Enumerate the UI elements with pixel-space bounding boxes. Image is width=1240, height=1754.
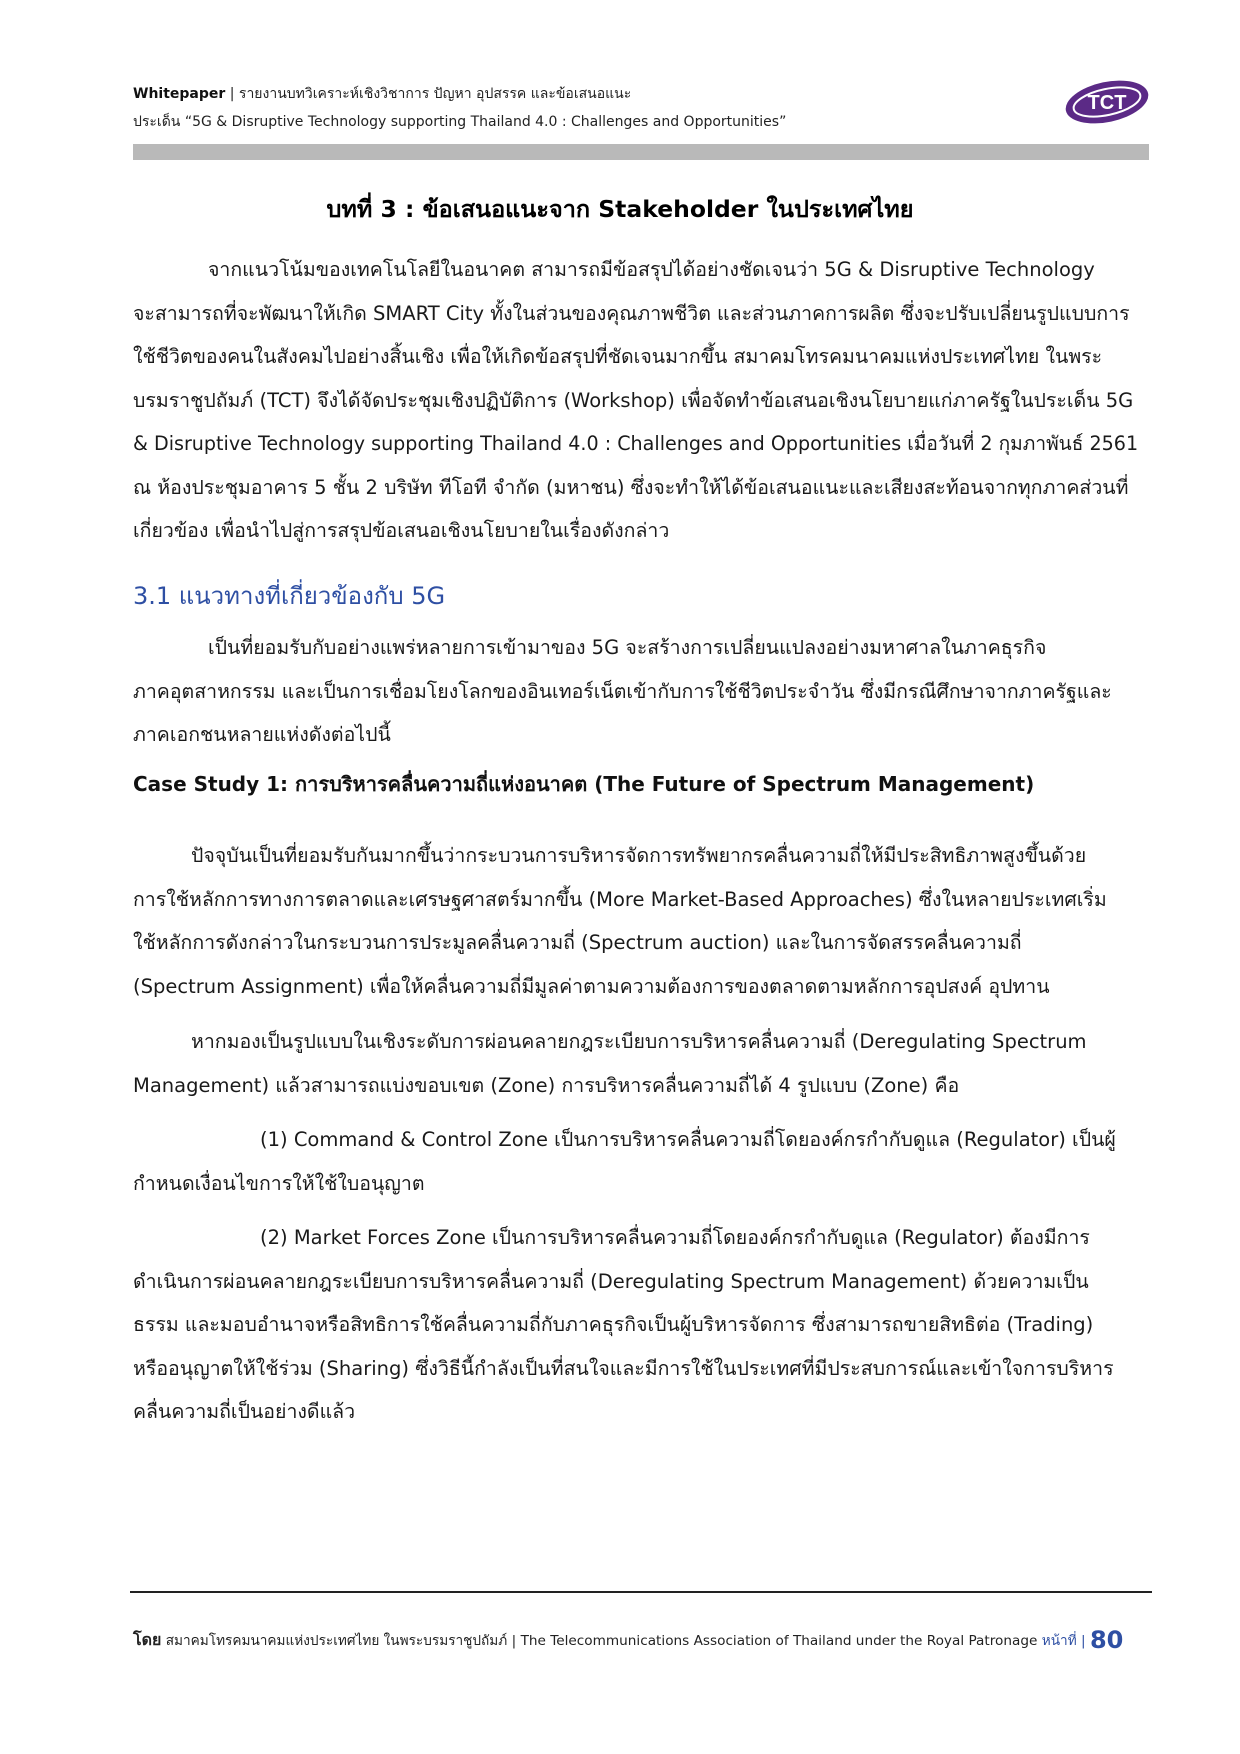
header-line-1	[133, 80, 1133, 108]
text-line: เกี่ยวข้อง เพื่อนำไปสู่การสรุปข้อเสนอเชิงนโยบายในเรื่องดังกล่าว	[133, 519, 670, 542]
text-line: เป็นที่ยอมรับกับอย่างแพร่หลายการเข้ามาของ 5G จะสร้างการเปลี่ยนแปลงอย่างมหาศาลในภาคธุรกิจ	[208, 636, 1047, 659]
page-footer	[133, 1626, 1143, 1654]
page-number: 80	[1089, 1626, 1124, 1654]
footer-divider	[130, 1591, 1152, 1593]
footer-page-separator: |	[1081, 1633, 1086, 1649]
footer-page-label: หน้าที่	[1041, 1633, 1077, 1649]
case-paragraph-1	[133, 834, 1149, 1008]
header-subtitle: รายงานบทวิเคราะห์เชิงวิชาการ ปัญหา อุปสรรค และข้อเสนอแนะ	[238, 86, 632, 102]
text-line: จะสามารถที่จะพัฒนาให้เกิด SMART City ทั้งในส่วนของคุณภาพชีวิต และส่วนภาคการผลิต ซึ่งจะปรับเปลี่ยนรูปแบบการ	[133, 301, 1130, 325]
text-line: ภาคเอกชนหลายแห่งดังต่อไปนี้	[133, 723, 391, 746]
text-line: (Spectrum Assignment) เพื่อให้คลื่นความถี่มีมูลค่าตามความต้องการของตลาดตามหลักการอุปสงค์ อุปทาน	[133, 974, 1050, 998]
header-divider-bar	[133, 144, 1149, 160]
footer-separator: |	[511, 1633, 517, 1649]
text-line: ธรรม และมอบอำนาจหรือสิทธิการใช้คลื่นความถี่กับภาคธุรกิจเป็นผู้บริหารจัดการ ซึ่งสามารถขายสิทธิต่อ (Trading)	[133, 1313, 1094, 1336]
text-line: ภาคอุตสาหกรรม และเป็นการเชื่อมโยงโลกของอินเทอร์เน็ตเข้ากับการใช้ชีวิตประจำวัน ซึ่งมีกรณีศึกษาจากภาครัฐและ	[133, 679, 1112, 703]
chapter-title: บทที่ 3 : ข้อเสนอแนะจาก Stakeholder ในประเทศไทย	[326, 195, 914, 223]
text-line: ใช้ชีวิตของคนในสังคมไปอย่างสิ้นเชิง เพื่อให้เกิดข้อสรุปที่ชัดเจนมากขึ้น สมาคมโทรคมนาคมแห่งประเทศไทย ในพระ	[133, 345, 1103, 368]
intro-paragraph	[133, 248, 1149, 553]
text-line: คลื่นความถี่เป็นอย่างดีแล้ว	[133, 1400, 356, 1423]
tct-logo	[1062, 78, 1152, 126]
text-line: บรมราชูปถัมภ์ (TCT) จึงได้จัดประชุมเชิงปฏิบัติการ (Workshop) เพื่อจัดทำข้อเสนอเชิงนโยบายแก่ภาครัฐในประเด็น 5G	[133, 388, 1134, 412]
text-line: การใช้หลักการทางการตลาดและเศรษฐศาสตร์มากขึ้น (More Market-Based Approaches) ซึ่งในหลายประเทศเริ่ม	[133, 887, 1107, 911]
text-line: ใช้หลักการดังกล่าวในกระบวนการประมูลคลื่นความถี่ (Spectrum auction) และในการจัดสรรคลื่นความถี่	[133, 931, 1022, 954]
text-line: หากมองเป็นรูปแบบในเชิงระดับการผ่อนคลายกฎระเบียบการบริหารคลื่นความถี่ (Deregulating Spectrum	[191, 1030, 1087, 1053]
text-line: ดำเนินการผ่อนคลายกฎระเบียบการบริหารคลื่นความถี่ (Deregulating Spectrum Management) ด้วยความเป็น	[133, 1269, 1089, 1293]
text-line: จากแนวโน้มของเทคโนโลยีในอนาคต สามารถมีข้อสรุปได้อย่างชัดเจนว่า 5G & Disruptive Technology	[208, 258, 1095, 281]
zone-1-paragraph	[133, 1118, 1149, 1205]
section-heading: 3.1 แนวทางที่เกี่ยวข้องกับ 5G	[133, 582, 446, 610]
text-line: หรืออนุญาตให้ใช้ร่วม (Sharing) ซึ่งวิธีนี้กำลังเป็นที่สนใจและมีการใช้ในประเทศที่มีประสบการณ์และเข้าใจการบริหาร	[133, 1356, 1114, 1380]
zone-2-paragraph	[133, 1216, 1149, 1434]
page-header	[133, 80, 1133, 136]
header-topic: ประเด็น “5G & Disruptive Technology supporting Thailand 4.0 : Challenges and Opportunities”	[133, 114, 787, 130]
text-line: & Disruptive Technology supporting Thailand 4.0 : Challenges and Opportunities เมื่อวันที่ 2 กุมภาพันธ์ 2561	[133, 432, 1139, 455]
text-line: ปัจจุบันเป็นที่ยอมรับกันมากขึ้นว่ากระบวนการบริหารจัดการทรัพยากรคลื่นความถี่ให้มีประสิทธิภาพสูงขึ้นด้วย	[191, 844, 1087, 867]
case-study-heading: Case Study 1: การบริหารคลื่นความถี่แห่งอนาคต (The Future of Spectrum Management)	[133, 772, 1035, 796]
text-line: (2) Market Forces Zone เป็นการบริหารคลื่นความถี่โดยองค์กรกำกับดูแล (Regulator) ต้องมีการ	[260, 1226, 1090, 1249]
text-line: (1) Command & Control Zone เป็นการบริหารคลื่นความถี่โดยองค์กรกำกับดูแล (Regulator) เป็นผู้	[260, 1128, 1116, 1151]
footer-org-th: สมาคมโทรคมนาคมแห่งประเทศไทย ในพระบรมราชูปถัมภ์	[165, 1633, 508, 1649]
case-paragraph-2	[133, 1020, 1149, 1107]
text-line: Management) แล้วสามารถแบ่งขอบเขต (Zone) การบริหารคลื่นความถี่ได้ 4 รูปแบบ (Zone) คือ	[133, 1073, 960, 1097]
text-line: กำหนดเงื่อนไขการให้ใช้ใบอนุญาต	[133, 1171, 425, 1195]
section-paragraph	[133, 626, 1149, 757]
footer-by-label: โดย	[133, 1630, 162, 1649]
doc-type: Whitepaper	[133, 86, 226, 102]
footer-org-en: The Telecommunications Association of Thailand under the Royal Patronage	[520, 1633, 1038, 1649]
text-line: ณ ห้องประชุมอาคาร 5 ชั้น 2 บริษัท ทีโอที จำกัด (มหาชน) ซึ่งจะทำให้ได้ข้อเสนอแนะและเสียงสะท้อนจากทุกภาคส่วนที่	[133, 475, 1129, 499]
logo-text: TCT	[1087, 92, 1127, 114]
header-separator: |	[229, 86, 235, 102]
